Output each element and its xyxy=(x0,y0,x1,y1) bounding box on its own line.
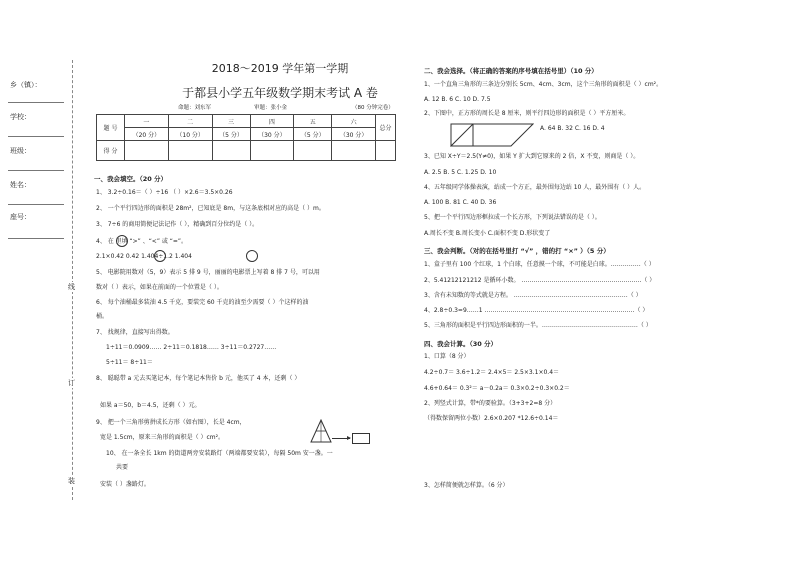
seat-label: 座号： xyxy=(10,213,31,221)
s1-line: 1÷11＝0.0909…… 2÷11＝0.1818…… 3÷11＝0.2727…… xyxy=(106,344,277,351)
section3-heading: 三、我会判断。（对的在括号里打 “√” ，错的打 “×” ）（5 分） xyxy=(424,247,610,255)
s1-line: 数对（ ）表示，如果在前面的一个位置是（ ）。 xyxy=(96,284,223,291)
s3-line: 3、含有未知数的等式就是方程。 …………………………………………………（ ） xyxy=(424,292,642,299)
score-col-1: 一 xyxy=(125,115,169,128)
s1-line: 3、 7÷6 的商用简便记法记作（ ），精确到百分位约是（ ）。 xyxy=(96,221,259,228)
triangle-diagram xyxy=(310,419,332,443)
s1-line: 9、 把一个三角形剪拼成长方形（如右图），长是 4cm， xyxy=(96,419,246,426)
score-points-5: （5 分） xyxy=(294,128,332,141)
compare-circle[interactable] xyxy=(246,250,258,262)
s3-line: 2、5.41212121212 是循环小数。 ……………………………………………………（ ） xyxy=(424,277,656,284)
s1-line: 共要 xyxy=(116,464,129,471)
school-field[interactable] xyxy=(8,136,64,137)
s4-line: 2、列竖式计算，带*的要验算。（3+3+2=8 分） xyxy=(424,400,557,407)
s4-line: 4.2÷0.7＝ 3.6÷1.2＝ 2.4×5＝ 2.5×3.1×0.4＝ xyxy=(424,369,560,376)
seat-field[interactable] xyxy=(8,238,64,239)
s2-line: 4、五年级同学体操表演，站成一个方正，最外围每边站 10 人，最外围有（ ）人。 xyxy=(424,184,646,191)
s2-line: 5、把一个平行四边形框拉成一个长方形，下列说法错误的是（ ）。 xyxy=(424,214,601,221)
township-label: 乡（镇）： xyxy=(10,81,42,89)
name-label: 姓名： xyxy=(10,181,31,189)
score-cell[interactable] xyxy=(332,141,376,161)
s2-line: A. 2.5 B. 5 C. 1.25 D. 10 xyxy=(424,169,497,176)
s2-line: A.周长不变 B.周长变小 C.面积不变 D.形状变了 xyxy=(424,230,551,237)
score-col-total: 总分 xyxy=(376,115,396,141)
score-cell[interactable] xyxy=(212,141,250,161)
s1-line: 10、 在一条全长 1km 的街道两旁安装路灯（两端都要安装），每隔 50m 安一盏。一 xyxy=(106,450,333,457)
score-table xyxy=(96,114,396,161)
s4-line: 4.6+0.64＝ 0.3²＝ a－0.2a＝ 0.3×0.2÷0.3×0.2＝ xyxy=(424,385,570,392)
score-points-1: （20 分） xyxy=(125,128,169,141)
class-field[interactable] xyxy=(8,170,64,171)
s2-line: 1、一个直角三角形的三条边分别长 5cm、4cm、3cm，这个三角形的面积是（ ）cm²。 xyxy=(424,81,663,88)
score-col-2: 二 xyxy=(168,115,212,128)
class-label: 班级： xyxy=(10,147,31,155)
s1-line: 宽是 1.5cm，原来三角形的面积是（ ）cm²。 xyxy=(100,434,225,441)
side-char-order: 订 xyxy=(68,379,75,387)
binding-line xyxy=(72,60,73,500)
s1-line: 4、 在 里填 “>” 、“<” 或 “=”。 xyxy=(96,238,187,245)
reviewer: 审题：张小金 xyxy=(254,105,288,111)
score-points-2: （10 分） xyxy=(168,128,212,141)
score-col-6: 六 xyxy=(332,115,376,128)
time-note: （80 分钟完卷） xyxy=(352,105,394,111)
setter: 命题：刘东军 xyxy=(178,105,212,111)
rectangle-diagram xyxy=(352,433,370,444)
s2-line: A. 64 B. 32 C. 16 D. 4 xyxy=(540,125,605,132)
arrow-icon xyxy=(332,438,350,439)
s4-line: 1、口算（8 分） xyxy=(424,353,470,360)
s1-line: 6、 每个油桶最多装油 4.5 千克，要装完 60 千克的油至少需要（ ）个这样的油 xyxy=(96,299,309,306)
s1-line: 5、 电影院用数对（5，9）表示 5 排 9 号，丽丽的电影票上写着 8 排 7 号，可以用 xyxy=(96,269,320,276)
name-field[interactable] xyxy=(8,204,64,205)
compare-circle[interactable] xyxy=(154,250,166,262)
s3-line: 1、盒子里有 100 个红球，1 个白球，任意摸一个球，不可能是白球。……………（ ） xyxy=(424,261,655,268)
score-cell[interactable] xyxy=(376,141,396,161)
section4-heading: 四、我会计算。（30 分） xyxy=(424,340,498,348)
compare-circle[interactable] xyxy=(116,235,128,247)
score-cell[interactable] xyxy=(125,141,169,161)
s1-line: 8、 聪聪带 a 元去买笔记本，每个笔记本售价 b 元，他买了 4 本，还剩（ ） xyxy=(96,375,301,382)
score-col-5: 五 xyxy=(294,115,332,128)
s3-line: 4、2.8÷0.3=9……1 …………………………………………………………………（ ） xyxy=(424,307,649,314)
side-char-line: 线 xyxy=(68,283,75,291)
section1-heading: 一、我会填空。（20 分） xyxy=(94,175,168,183)
s2-line: A. 100 B. 81 C. 40 D. 36 xyxy=(424,199,497,206)
s2-line: 2、下图中，正方形的周长是 8 厘米，则平行四边形的面积是（ ）平方厘米。 xyxy=(424,110,630,117)
section2-heading: 二、我会选择。（将正确的答案的序号填在括号里）（10 分） xyxy=(424,67,598,75)
s2-line: A. 12 B. 6 C. 10 D. 7.5 xyxy=(424,96,491,103)
score-header-label: 题 号 xyxy=(97,115,125,141)
s1-line: 2、 一个平行四边形的面积是 28m²，已知底是 8m，与这条底相对应的高是（ ）m。 xyxy=(96,205,325,212)
s1-line: 7、 找规律，直接写出得数。 xyxy=(96,329,174,336)
score-cell[interactable] xyxy=(168,141,212,161)
s3-line: 5、三角形的面积是平行四边形面积的一半。…………………………………………（ ） xyxy=(424,322,652,329)
exam-title-line2: 于都县小学五年级数学期末考试 A 卷 xyxy=(182,86,378,100)
score-col-4: 四 xyxy=(250,115,294,128)
score-points-3: （5 分） xyxy=(212,128,250,141)
s4-line: （得数保留两位小数）2.6×0.207 *12.6÷0.14＝ xyxy=(424,415,559,422)
s1-line: 2.1×0.42 0.42 1.404÷1.2 1.404 xyxy=(96,253,192,260)
s4-q3: 3、怎样简便就怎样算。（6 分） xyxy=(424,482,509,489)
score-points-6: （30 分） xyxy=(332,128,376,141)
s1-line: 如果 a＝50，b＝4.5，还剩（ ）元。 xyxy=(100,402,201,409)
score-cell[interactable] xyxy=(294,141,332,161)
score-col-3: 三 xyxy=(212,115,250,128)
s1-line: 安装（ ）盏路灯。 xyxy=(100,481,150,488)
score-row-label: 得 分 xyxy=(97,141,125,161)
score-points-4: （30 分） xyxy=(250,128,294,141)
square-parallelogram-figure xyxy=(450,123,534,147)
s1-line: 桶。 xyxy=(96,313,109,320)
exam-title-line1: 2018～2019 学年第一学期 xyxy=(211,62,349,75)
s2-line: 3、已知 X÷Y＝2.5(Y≠0)，如果 Y 扩大到它原来的 2 倍，X 不变，则商是（ ）。 xyxy=(424,153,640,160)
s1-line: 5÷11＝ 8÷11＝ xyxy=(106,359,153,366)
side-char-bind: 装 xyxy=(68,477,75,485)
township-field[interactable] xyxy=(8,102,64,103)
s1-line: 1、 3.2÷0.16＝（ ）÷16 （ ）×2.6＝3.5×0.26 xyxy=(96,189,233,196)
score-cell[interactable] xyxy=(250,141,294,161)
school-label: 学校： xyxy=(10,113,31,121)
